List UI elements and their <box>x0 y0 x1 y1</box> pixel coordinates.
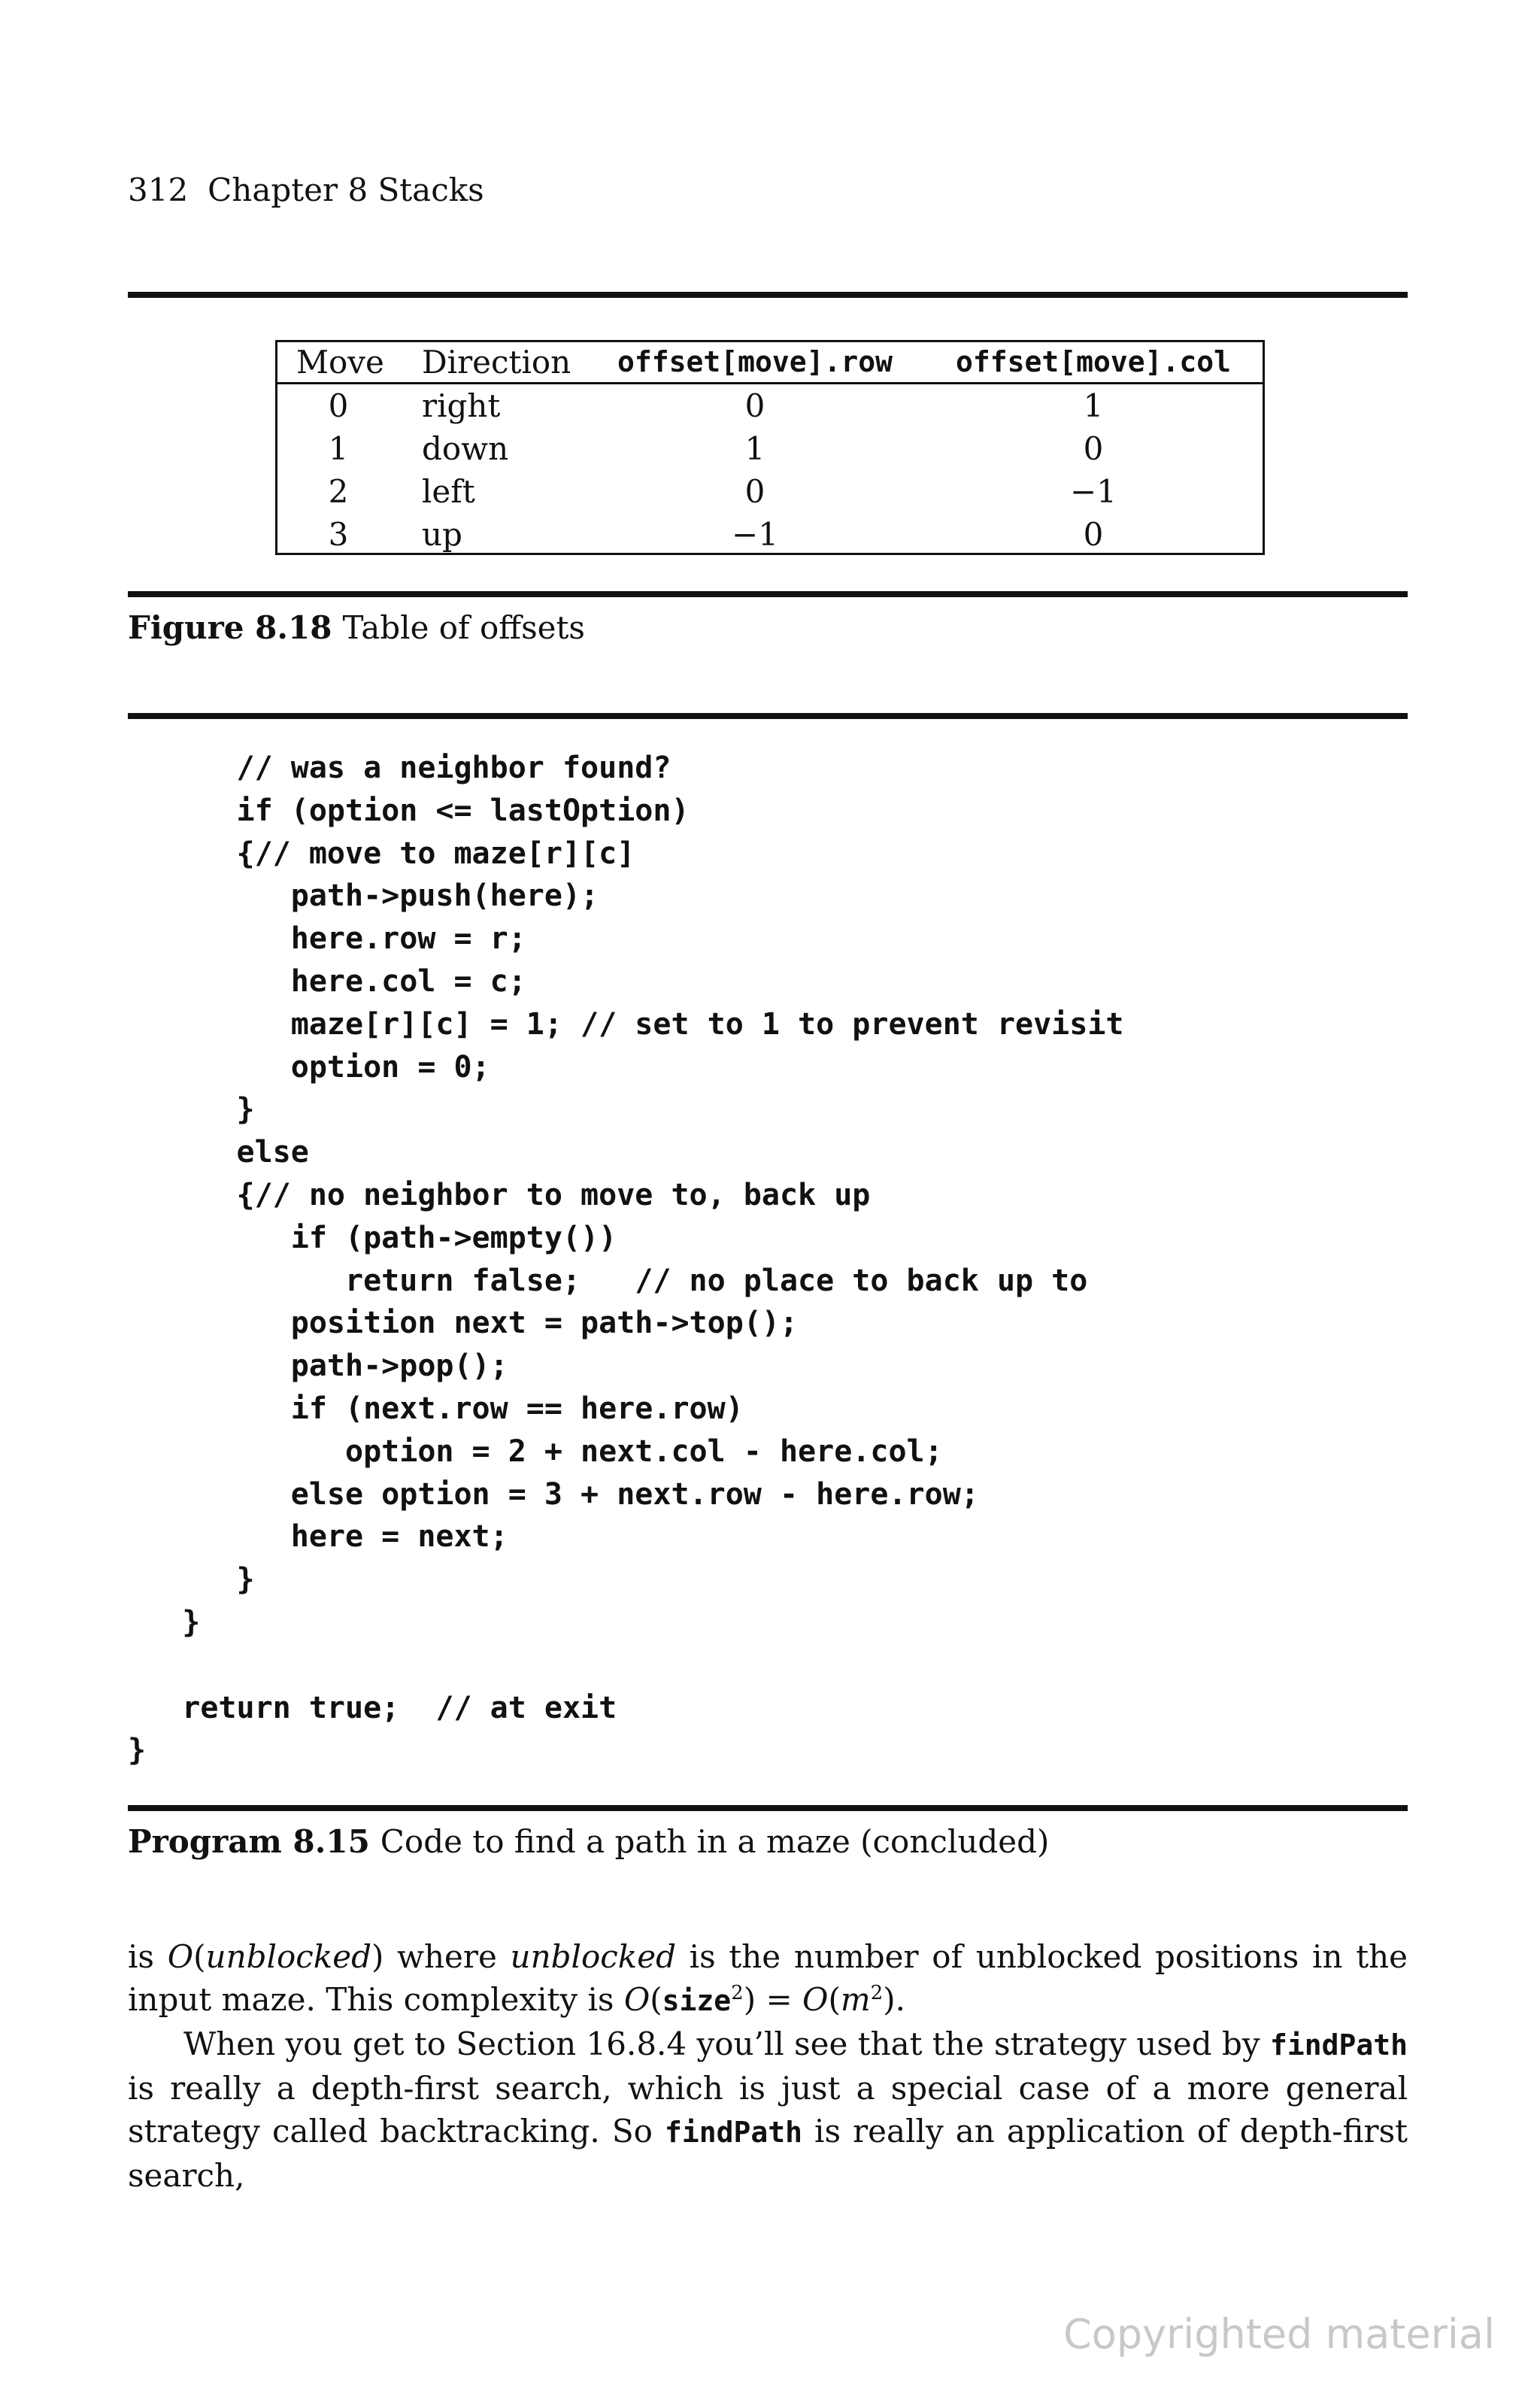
cell-move: 0 <box>328 387 349 424</box>
code-line: path->pop(); <box>128 1349 508 1384</box>
cell-direction: down <box>422 430 509 467</box>
program-caption-text: Code to find a path in a maze (concluded) <box>380 1823 1050 1860</box>
cell-move: 2 <box>328 473 349 510</box>
cell-offset-col: 1 <box>1083 387 1104 424</box>
table-row <box>277 384 1263 427</box>
program-caption <box>128 1823 1050 1860</box>
code-line: if (next.row == here.row) <box>128 1391 744 1426</box>
code-line: {// no neighbor to move to, back up <box>128 1177 871 1212</box>
cell-offset-row: 0 <box>744 473 765 510</box>
cell-offset-row: 0 <box>744 387 765 424</box>
code-line: } <box>128 1733 147 1768</box>
code-line: here = next; <box>128 1519 508 1555</box>
table-body <box>277 384 1263 556</box>
code-line <box>128 1644 1406 1687</box>
chapter-title: Chapter 8 Stacks <box>208 171 484 208</box>
inline-code: findPath <box>1269 2028 1408 2062</box>
program-caption-label: Program 8.15 <box>128 1823 370 1860</box>
copyright-watermark: Copyrighted material <box>1063 2310 1495 2358</box>
code-line: } <box>128 1092 255 1127</box>
figure-top-rule <box>128 292 1408 298</box>
code-line: option = 0; <box>128 1049 490 1085</box>
cell-offset-row: 1 <box>744 430 765 467</box>
program-top-rule <box>128 713 1408 719</box>
table-row <box>277 470 1263 513</box>
running-header <box>128 171 484 208</box>
code-line: path->push(here); <box>128 878 599 914</box>
body-text <box>128 1935 1408 2197</box>
code-line: position next = path->top(); <box>128 1306 799 1341</box>
cell-offset-col: 0 <box>1083 516 1104 553</box>
figure-caption-text: Table of offsets <box>342 609 585 646</box>
table-header-row <box>277 342 1263 382</box>
table-header <box>277 342 1263 384</box>
figure-bottom-rule <box>128 591 1408 597</box>
cell-move: 3 <box>328 516 349 553</box>
code-line: return false; // no place to back up to <box>128 1263 1088 1298</box>
table-row <box>277 427 1263 470</box>
figure-caption-label: Figure 8.18 <box>128 609 332 646</box>
cell-direction: right <box>422 387 501 424</box>
code-line: if (option <= lastOption) <box>128 793 690 828</box>
code-line: } <box>128 1604 201 1640</box>
column-header-direction: Direction <box>422 344 571 381</box>
column-header-offset-col: offset[move].col <box>955 345 1232 378</box>
page-number: 312 <box>128 171 189 208</box>
cell-offset-row: −1 <box>732 516 778 553</box>
table-row <box>277 513 1263 556</box>
cell-direction: up <box>422 516 462 553</box>
figure-caption <box>128 609 585 646</box>
cell-direction: left <box>422 473 475 510</box>
column-header-move: Move <box>296 344 384 381</box>
inline-code: findPath <box>664 2116 802 2149</box>
code-line: here.col = c; <box>128 963 526 999</box>
paragraph: When you get to Section 16.8.4 you’ll see that the strategy used by findPath is really a depth-first search, which is just a special case of a more general strategy called backtracking. So findPath is really an application of depth-first search, <box>128 2025 1408 2194</box>
code-line: // was a neighbor found? <box>128 751 671 785</box>
code-listing <box>128 747 1406 1772</box>
cell-offset-col: 0 <box>1083 430 1104 467</box>
code-line: } <box>128 1562 255 1597</box>
code-line: else <box>128 1135 309 1170</box>
offsets-table <box>275 340 1265 555</box>
code-line: here.row = r; <box>128 921 526 957</box>
program-bottom-rule <box>128 1805 1408 1811</box>
cell-move: 1 <box>328 430 349 467</box>
column-header-offset-row: offset[move].row <box>617 345 893 378</box>
code-line: else option = 3 + next.row - here.row; <box>128 1476 979 1512</box>
paragraph: is O(unblocked) where unblocked is the number of unblocked positions in the input maze. This complexity is O(size$^2$) = $O(m^2)$. <box>128 1938 1408 2018</box>
code-line: if (path->empty()) <box>128 1220 617 1255</box>
code-line: return true; // at exit <box>128 1690 617 1725</box>
cell-offset-col: −1 <box>1070 473 1117 510</box>
code-line: maze[r][c] = 1; // set to 1 to prevent revisit <box>128 1006 1124 1042</box>
code-line: option = 2 + next.col - here.col; <box>128 1434 943 1469</box>
code-line: {// move to maze[r][c] <box>128 836 635 871</box>
